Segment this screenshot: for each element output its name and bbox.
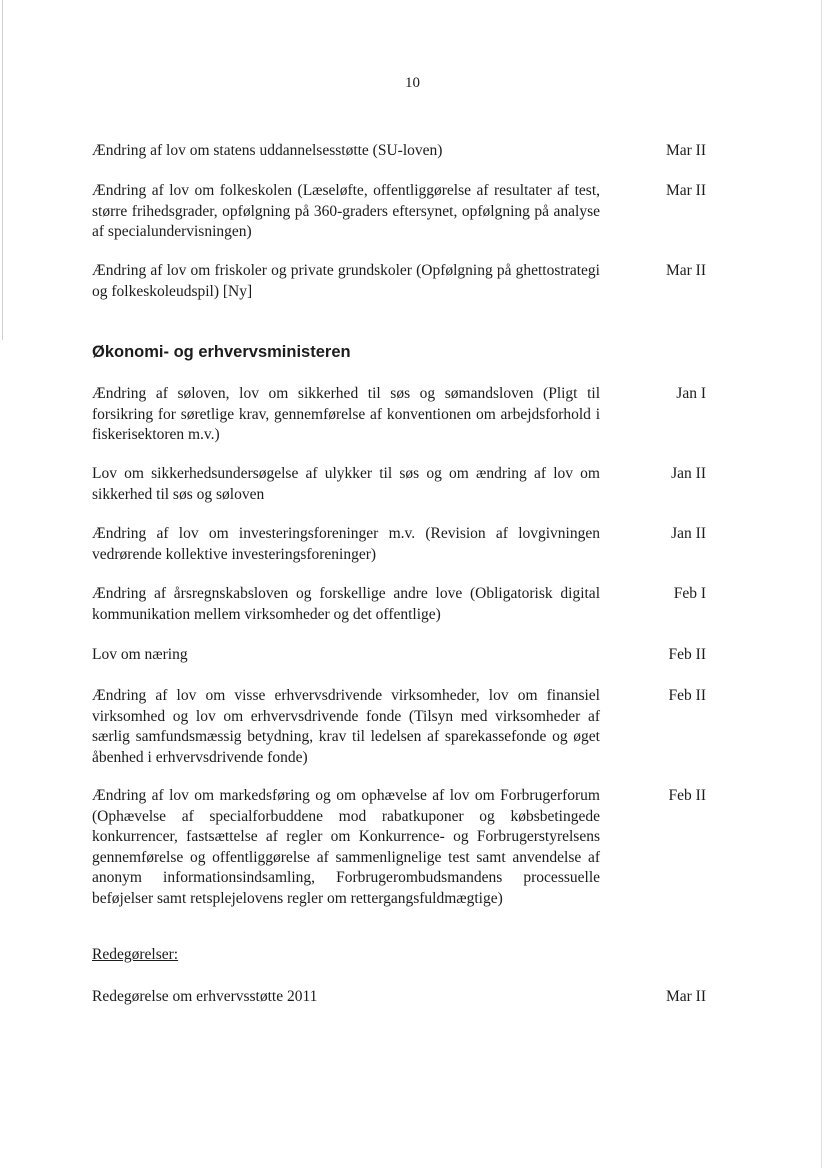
report-entry (92, 987, 706, 1008)
bill-title: Lov om sikkerhedsundersøgelse af ulykker til søs og om ændring af lov om sikkerhed til søs og søloven (92, 465, 600, 503)
report-title: Redegørelse om erhvervsstøtte 2011 (92, 988, 318, 1005)
scan-edge-right (821, 0, 822, 1168)
bill-title: Ændring af lov om investeringsforeninger m.v. (Revision af lovgivningen vedrørende kollektive investeringsforeninger) (92, 525, 600, 563)
bill-entry (92, 524, 706, 565)
section-heading: Økonomi- og erhvervsministeren (92, 343, 351, 361)
bill-title: Ændring af årsregnskabsloven og forskellige andre love (Obligatorisk digital kommunikation mellem virksomheder og det offentlige) (92, 585, 600, 623)
report-date: Mar II (665, 988, 706, 1005)
page-number: 10 (405, 75, 420, 91)
bill-entry (92, 141, 706, 162)
bill-entry (92, 584, 706, 625)
bill-date: Mar II (665, 182, 706, 199)
bill-date: Feb II (668, 787, 706, 804)
bill-entry (92, 261, 706, 302)
bill-title: Ændring af lov om friskoler og private grundskoler (Opfølgning på ghettostrategi og folkeskoleudspil) [Ny] (92, 262, 600, 300)
bill-entry (92, 464, 706, 505)
bill-date: Feb I (673, 585, 706, 602)
bill-title: Lov om næring (92, 646, 188, 663)
bill-date: Jan II (671, 525, 706, 542)
bill-date: Feb II (668, 687, 706, 704)
bill-date: Mar II (665, 262, 706, 279)
bill-date: Jan II (671, 465, 706, 482)
bill-entry (92, 786, 706, 909)
bill-date: Jan I (676, 385, 706, 402)
bill-entry (92, 384, 706, 446)
bill-entry (92, 645, 706, 666)
bill-entry (92, 181, 706, 243)
bill-date: Mar II (665, 142, 706, 159)
bill-entry (92, 686, 706, 768)
bill-title: Ændring af søloven, lov om sikkerhed til søs og sømandsloven (Pligt til forsikring for søretlige krav, gennemførelse af konventionen om arbejdsforhold i fiskerisektoren m.v.) (92, 385, 600, 443)
subheading-reports: Redegørelser: (92, 946, 179, 963)
bill-title: Ændring af lov om visse erhvervsdrivende virksomheder, lov om finansiel virksomhed og lov om erhvervsdrivende fonde (Tilsyn med virksomheder af særlig samfundsmæssig betydning, krav til ledelsen af sparekassefonde og øget åbenhed i erhvervsdrivende fonde) (92, 687, 600, 766)
bill-date: Feb II (668, 646, 706, 663)
bill-title: Ændring af lov om statens uddannelsesstøtte (SU-loven) (92, 142, 443, 159)
bill-title: Ændring af lov om markedsføring og om ophævelse af lov om Forbrugerforum (Ophævelse af specialforbuddene mod rabatkuponer og købsbetingede konkurrencer, fastsættelse af regler om Konkurrence- og Forbrugerstyrelsens gennemførelse og offentliggørelse af sammenlignelige test samt anvendelse af anonym informationsindsamling, Forbrugerombudsmandens processuelle beføjelser samt retsplejelovens regler om rettergangsfuldmægtige) (92, 787, 600, 907)
scan-edge-left (2, 0, 3, 340)
bill-title: Ændring af lov om folkeskolen (Læseløfte, offentliggørelse af resultater af test, større frihedsgrader, opfølgning på 360-graders eftersynet, opfølgning på analyse af specialundervisningen) (92, 182, 600, 240)
